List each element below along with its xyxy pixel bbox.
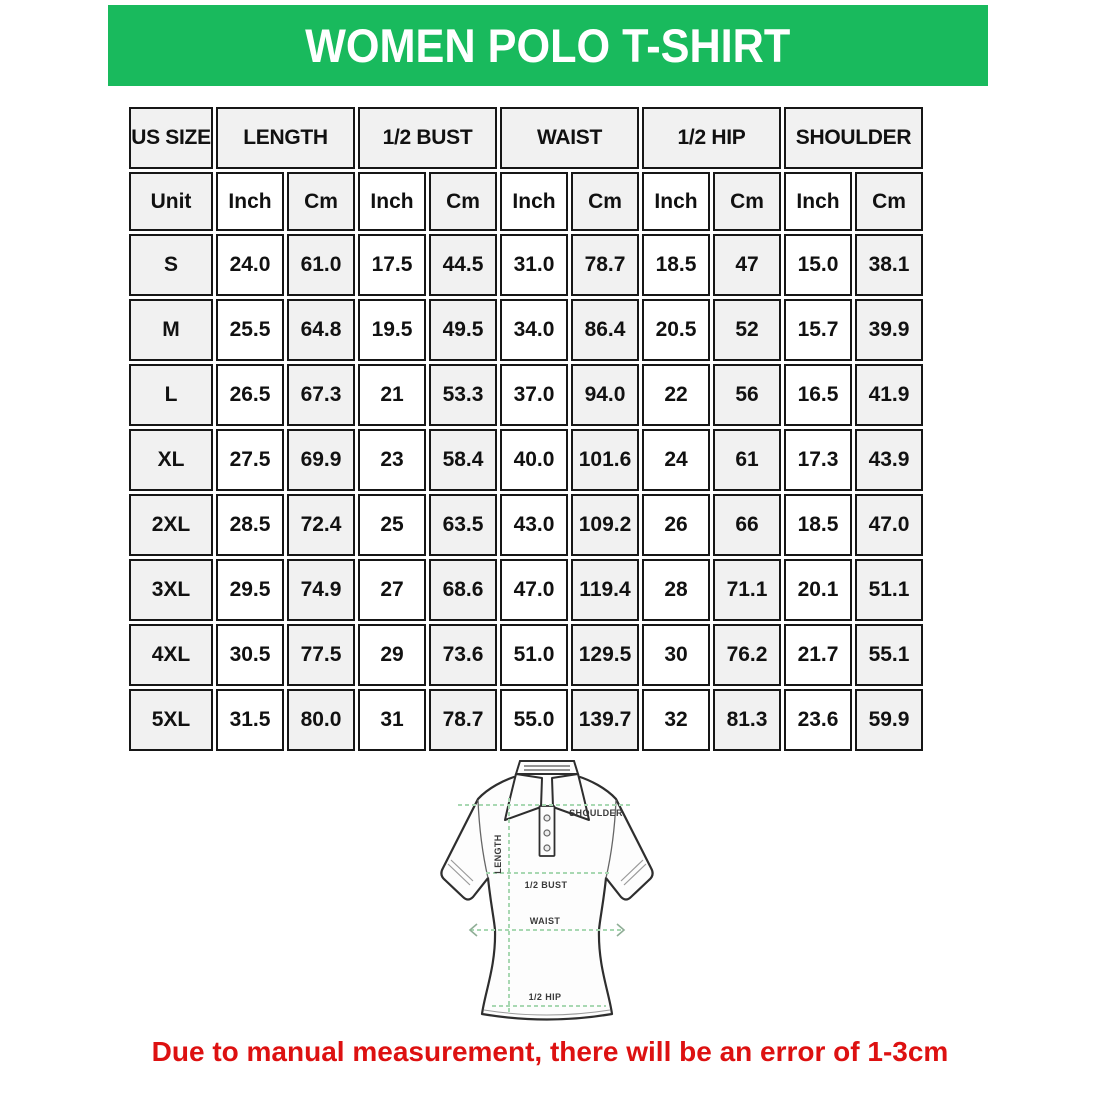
value-cell: 80.0 — [287, 689, 355, 751]
value-cell: 58.4 — [429, 429, 497, 491]
unit-cell: Cm — [287, 172, 355, 231]
value-cell: 24 — [642, 429, 710, 491]
value-cell: 24.0 — [216, 234, 284, 296]
value-cell: 26 — [642, 494, 710, 556]
value-cell: 31 — [358, 689, 426, 751]
page-title: WOMEN POLO T-SHIRT — [305, 19, 791, 72]
unit-label-cell: Unit — [129, 172, 213, 231]
diagram-waist-label: WAIST — [529, 916, 561, 926]
value-cell: 40.0 — [500, 429, 568, 491]
value-cell: 47 — [713, 234, 781, 296]
value-cell: 51.0 — [500, 624, 568, 686]
value-cell: 27 — [358, 559, 426, 621]
value-cell: 16.5 — [784, 364, 852, 426]
value-cell: 119.4 — [571, 559, 639, 621]
value-cell: 76.2 — [713, 624, 781, 686]
value-cell: 72.4 — [287, 494, 355, 556]
col-header-half-hip: 1/2 HIP — [642, 107, 781, 169]
measurement-note: Due to manual measurement, there will be an error of 1-3cm — [151, 1036, 949, 1067]
value-cell: 18.5 — [784, 494, 852, 556]
value-cell: 78.7 — [429, 689, 497, 751]
table-row — [129, 234, 923, 296]
value-cell: 20.5 — [642, 299, 710, 361]
value-cell: 34.0 — [500, 299, 568, 361]
value-cell: 81.3 — [713, 689, 781, 751]
value-cell: 61 — [713, 429, 781, 491]
unit-cell: Inch — [358, 172, 426, 231]
value-cell: 61.0 — [287, 234, 355, 296]
collar-band — [516, 761, 578, 774]
table-row — [129, 429, 923, 491]
button-icon — [544, 830, 550, 836]
table-row — [129, 624, 923, 686]
value-cell: 28 — [642, 559, 710, 621]
value-cell: 41.9 — [855, 364, 923, 426]
value-cell: 68.6 — [429, 559, 497, 621]
value-cell: 31.0 — [500, 234, 568, 296]
value-cell: 15.7 — [784, 299, 852, 361]
unit-cell: Cm — [571, 172, 639, 231]
col-header-half-bust: 1/2 BUST — [358, 107, 497, 169]
col-header-us-size: US SIZE — [129, 107, 213, 169]
size-cell: 4XL — [129, 624, 213, 686]
button-icon — [544, 815, 550, 821]
value-cell: 139.7 — [571, 689, 639, 751]
table-row — [129, 689, 923, 751]
size-table — [126, 104, 926, 754]
value-cell: 64.8 — [287, 299, 355, 361]
value-cell: 55.0 — [500, 689, 568, 751]
value-cell: 74.9 — [287, 559, 355, 621]
value-cell: 19.5 — [358, 299, 426, 361]
value-cell: 73.6 — [429, 624, 497, 686]
value-cell: 17.3 — [784, 429, 852, 491]
size-cell: S — [129, 234, 213, 296]
value-cell: 56 — [713, 364, 781, 426]
table-row — [129, 364, 923, 426]
size-cell: 2XL — [129, 494, 213, 556]
value-cell: 78.7 — [571, 234, 639, 296]
size-cell: XL — [129, 429, 213, 491]
value-cell: 47.0 — [500, 559, 568, 621]
value-cell: 47.0 — [855, 494, 923, 556]
value-cell: 44.5 — [429, 234, 497, 296]
value-cell: 43.9 — [855, 429, 923, 491]
value-cell: 25.5 — [216, 299, 284, 361]
value-cell: 37.0 — [500, 364, 568, 426]
value-cell: 55.1 — [855, 624, 923, 686]
value-cell: 29.5 — [216, 559, 284, 621]
value-cell: 53.3 — [429, 364, 497, 426]
value-cell: 59.9 — [855, 689, 923, 751]
value-cell: 27.5 — [216, 429, 284, 491]
value-cell: 31.5 — [216, 689, 284, 751]
value-cell: 29 — [358, 624, 426, 686]
value-cell: 21.7 — [784, 624, 852, 686]
value-cell: 17.5 — [358, 234, 426, 296]
value-cell: 22 — [642, 364, 710, 426]
unit-cell: Inch — [642, 172, 710, 231]
unit-cell: Cm — [855, 172, 923, 231]
size-cell: M — [129, 299, 213, 361]
size-table-body — [129, 234, 923, 751]
value-cell: 129.5 — [571, 624, 639, 686]
value-cell: 66 — [713, 494, 781, 556]
value-cell: 86.4 — [571, 299, 639, 361]
value-cell: 109.2 — [571, 494, 639, 556]
col-header-length: LENGTH — [216, 107, 355, 169]
value-cell: 23 — [358, 429, 426, 491]
size-cell: L — [129, 364, 213, 426]
polo-shirt-drawing — [424, 754, 674, 1032]
value-cell: 20.1 — [784, 559, 852, 621]
value-cell: 28.5 — [216, 494, 284, 556]
value-cell: 21 — [358, 364, 426, 426]
diagram-length-label: LENGTH — [493, 834, 503, 874]
col-header-waist: WAIST — [500, 107, 639, 169]
col-header-shoulder: SHOULDER — [784, 107, 923, 169]
group-header-row — [129, 107, 923, 169]
value-cell: 30 — [642, 624, 710, 686]
value-cell: 38.1 — [855, 234, 923, 296]
value-cell: 71.1 — [713, 559, 781, 621]
value-cell: 30.5 — [216, 624, 284, 686]
value-cell: 67.3 — [287, 364, 355, 426]
unit-header-row — [129, 172, 923, 231]
unit-cell: Inch — [216, 172, 284, 231]
value-cell: 39.9 — [855, 299, 923, 361]
value-cell: 77.5 — [287, 624, 355, 686]
value-cell: 15.0 — [784, 234, 852, 296]
unit-cell: Cm — [429, 172, 497, 231]
value-cell: 18.5 — [642, 234, 710, 296]
table-row — [129, 299, 923, 361]
size-cell: 5XL — [129, 689, 213, 751]
value-cell: 69.9 — [287, 429, 355, 491]
diagram-shoulder-label: SHOULDER — [569, 808, 623, 818]
table-row — [129, 559, 923, 621]
diagram-half-bust-label: 1/2 BUST — [524, 880, 568, 890]
unit-cell: Cm — [713, 172, 781, 231]
value-cell: 94.0 — [571, 364, 639, 426]
value-cell: 49.5 — [429, 299, 497, 361]
value-cell: 63.5 — [429, 494, 497, 556]
value-cell: 51.1 — [855, 559, 923, 621]
value-cell: 26.5 — [216, 364, 284, 426]
diagram-half-hip-label: 1/2 HIP — [528, 992, 562, 1002]
button-icon — [544, 845, 550, 851]
value-cell: 101.6 — [571, 429, 639, 491]
size-cell: 3XL — [129, 559, 213, 621]
value-cell: 23.6 — [784, 689, 852, 751]
title-banner — [108, 5, 988, 86]
unit-cell: Inch — [784, 172, 852, 231]
value-cell: 32 — [642, 689, 710, 751]
polo-diagram — [424, 754, 674, 1032]
unit-cell: Inch — [500, 172, 568, 231]
value-cell: 52 — [713, 299, 781, 361]
value-cell: 25 — [358, 494, 426, 556]
table-row — [129, 494, 923, 556]
value-cell: 43.0 — [500, 494, 568, 556]
